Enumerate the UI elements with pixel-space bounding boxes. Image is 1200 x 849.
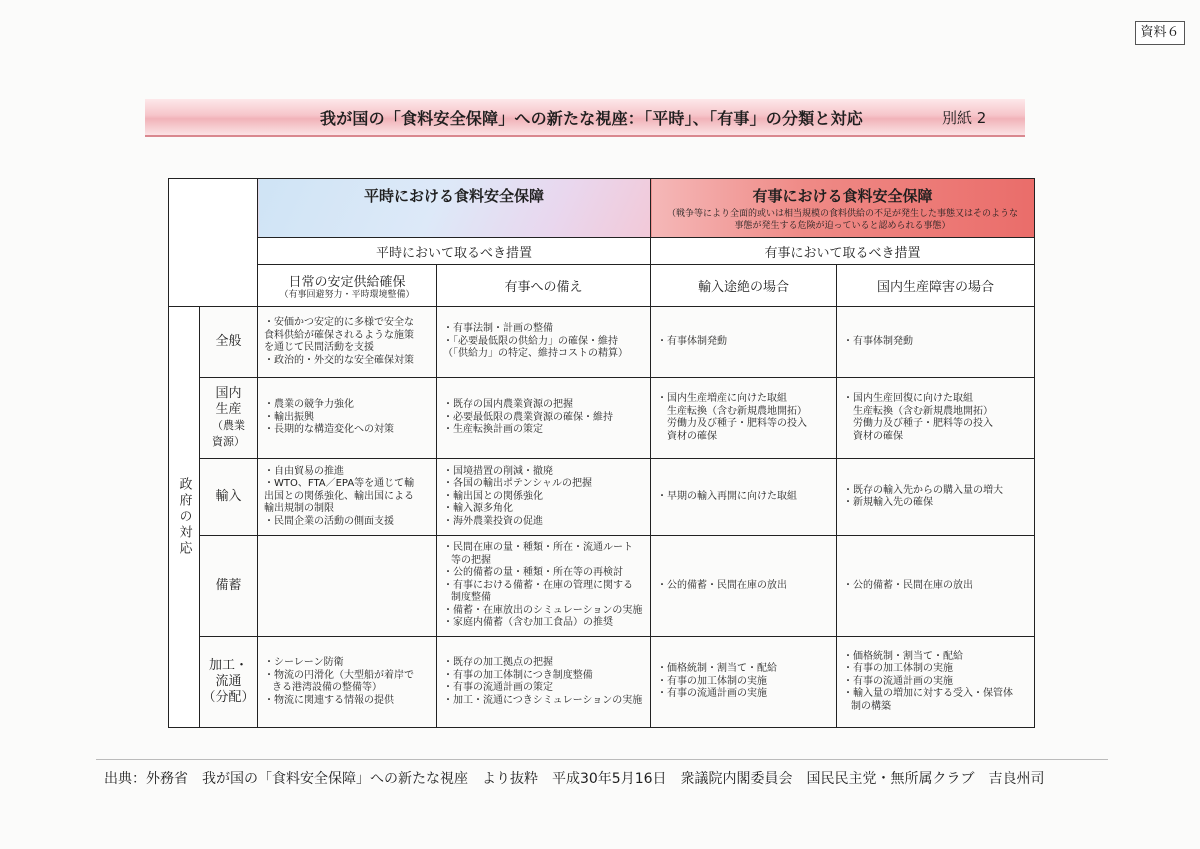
cell-line: ・各国の輸出ポテンシャルの把握 xyxy=(443,478,593,490)
cell-line: ・民間在庫の量・種類・所在・流通ルート xyxy=(443,542,633,554)
row-label-line: 国内 xyxy=(215,386,242,401)
col-header-daily-supply-label: 日常の安定供給確保 xyxy=(288,274,406,290)
cell-line: ・必要最低限の農業資源の確保・維持 xyxy=(443,411,613,423)
cell-line: ・備蓄・在庫放出のシミュレーションの実施 xyxy=(443,604,643,616)
cell-import-domestic xyxy=(837,459,1035,536)
cell-import-daily xyxy=(258,459,437,536)
cell-line: ・国境措置の削減・撤廃 xyxy=(443,465,553,477)
cell-line: ・長期的な構造変化への対策 xyxy=(264,424,394,436)
cell-line: 生産転換（含む新規農地開拓） xyxy=(657,405,808,417)
cell-line: ・有事の流通計画の策定 xyxy=(443,682,553,693)
cell-line: ・価格統制・割当て・配給 xyxy=(657,663,778,675)
cell-stockpile-prep xyxy=(437,536,651,637)
row-label-line: 流通 xyxy=(215,674,242,689)
cell-line: ・有事体制発動 xyxy=(843,335,914,347)
cell-line: ・有事の加工体制につき制度整備 xyxy=(443,669,593,681)
cell-line: ・国内生産増産に向けた取組 xyxy=(657,393,788,404)
cell-stockpile-domestic xyxy=(837,536,1035,637)
emergency-band-title: 有事における食料安全保障 xyxy=(752,187,933,205)
row-label-stockpile xyxy=(200,536,258,637)
col-header-domestic-failure: 国内生産障害の場合 xyxy=(837,265,1035,307)
cell-line: ・輸入源多角化 xyxy=(443,503,513,515)
cell-general-domestic xyxy=(837,307,1035,378)
cell-line: 食料供給が確保されるような施策 xyxy=(264,329,414,341)
cell-line: ・家庭内備蓄（含む加工食品）の推奨 xyxy=(443,617,613,629)
cell-line: ・政治的・外交的な安全確保対策 xyxy=(264,354,414,366)
cell-general-prep xyxy=(437,307,651,378)
document-label: 資料６ xyxy=(1135,21,1185,45)
cell-line: 輸出規制の制限 xyxy=(264,503,334,515)
cell-stockpile-daily xyxy=(258,536,437,637)
row-label-line: 生産 xyxy=(215,402,242,417)
cell-import-import xyxy=(651,459,837,536)
cell-line: ・有事の流通計画の実施 xyxy=(657,688,768,700)
cell-line: ・有事の流通計画の実施 xyxy=(843,675,954,687)
cell-line: ・公的備蓄の量・種類・所在等の再検討 xyxy=(443,567,623,579)
cell-line: ・農業の競争力強化 xyxy=(264,399,354,411)
cell-line: 資材の確保 xyxy=(657,430,718,442)
col-header-import-halt: 輸入途絶の場合 xyxy=(651,265,837,307)
row-label-line: 輸入 xyxy=(215,489,242,504)
cell-line: ・既存の加工拠点の把握 xyxy=(443,657,553,668)
measures-table xyxy=(168,178,1035,728)
cell-processing-domestic xyxy=(837,637,1035,728)
cell-line: ・有事法制・計画の整備 xyxy=(443,323,553,335)
cell-processing-import xyxy=(651,637,837,728)
cell-line: ・有事の加工体制の実施 xyxy=(657,675,768,687)
peace-band xyxy=(258,179,651,238)
col-header-daily-supply xyxy=(258,265,437,307)
row-label-line: （分配） xyxy=(202,690,255,705)
emergency-band-note: （戦争等により全面的或いは相当規模の食料供給の不足が発生した事態又はそのような事態が発生する危険が迫っていると認められる事態） xyxy=(667,209,1019,231)
emergency-band xyxy=(651,179,1035,238)
side-label-cell xyxy=(169,307,200,728)
cell-line: 生産転換（含む新規農地開拓） xyxy=(843,405,994,417)
peace-band-title: 平時における食料安全保障 xyxy=(364,187,545,205)
cell-line: ・「必要最低限の供給力」の確保・維持 xyxy=(443,335,618,347)
cell-line: 労働力及び種子・肥料等の投入 xyxy=(657,418,808,429)
cell-line: ・既存の輸入先からの購入量の増大 xyxy=(843,484,1004,496)
cell-line: ・加工・流通につきシミュレーションの実施 xyxy=(443,694,643,706)
cell-stockpile-import xyxy=(651,536,837,637)
cell-line: ・輸出振興 xyxy=(264,411,314,423)
cell-line: 資材の確保 xyxy=(843,430,904,442)
cell-line: ・国内生産回復に向けた取組 xyxy=(843,393,974,404)
cell-line: ・公的備蓄・民間在庫の放出 xyxy=(843,579,974,591)
emergency-measures-header: 有事において取るべき措置 xyxy=(651,238,1035,265)
cell-line: ・輸入量の増加に対する受入・保管体 xyxy=(843,688,1014,700)
footer-rule xyxy=(96,759,1108,760)
cell-line: ・安価かつ安定的に多様で安全な xyxy=(264,317,414,328)
cell-line: ・生産転換計画の策定 xyxy=(443,424,543,436)
cell-line: 等の把握 xyxy=(451,554,491,566)
cell-line: 制度整備 xyxy=(451,592,491,604)
cell-line: ・自由貿易の推進 xyxy=(264,465,344,477)
cell-line: を通じて民間活動を支援 xyxy=(264,342,374,353)
side-label: 政府の対応 xyxy=(176,477,192,557)
annex-label: 別紙 2 xyxy=(942,109,987,127)
cell-line: ・物流に関連する情報の提供 xyxy=(264,694,394,706)
cell-production-import xyxy=(651,378,837,459)
cell-production-daily xyxy=(258,378,437,459)
row-label-line: 備蓄 xyxy=(215,578,242,593)
row-label-processing-distribution xyxy=(200,637,258,728)
cell-line: ・民間企業の活動の側面支援 xyxy=(264,515,394,527)
cell-line: きる港湾設備の整備等） xyxy=(272,682,382,693)
peace-measures-header: 平時において取るべき措置 xyxy=(258,238,651,265)
cell-import-prep xyxy=(437,459,651,536)
cell-line: （「供給力」の特定、維持コストの精算） xyxy=(443,348,628,360)
row-label-general xyxy=(200,307,258,378)
cell-line: ・早期の輸入再開に向けた取組 xyxy=(657,490,798,502)
cell-line: ・公的備蓄・民間在庫の放出 xyxy=(657,579,788,591)
cell-line: ・新規輸入先の確保 xyxy=(843,497,934,508)
cell-line: 制の構築 xyxy=(851,700,892,712)
col-header-daily-supply-sub: （有事回避努力・平時環境整備） xyxy=(279,289,415,300)
cell-line: ・有事体制発動 xyxy=(657,335,728,347)
row-label-import xyxy=(200,459,258,536)
cell-general-daily xyxy=(258,307,437,378)
cell-production-prep xyxy=(437,378,651,459)
corner-cell xyxy=(169,179,258,307)
cell-general-import xyxy=(651,307,837,378)
cell-line: ・有事の加工体制の実施 xyxy=(843,663,954,675)
row-label-line: 資源） xyxy=(212,435,245,448)
col-header-preparation: 有事への備え xyxy=(437,265,651,307)
cell-line: ・物流の円滑化（大型船が着岸で xyxy=(264,669,414,681)
row-label-domestic-production xyxy=(200,378,258,459)
row-label-line: 加工・ xyxy=(208,658,248,673)
cell-line: ・有事における備蓄・在庫の管理に関する xyxy=(443,579,633,591)
source-footer: 出典：外務省 我が国の「食料安全保障」への新たな視座 より抜粋 平成30年5月16日 衆議院内閣委員会 国民民主党・無所属クラブ 吉良州司 xyxy=(104,771,1045,787)
cell-processing-prep xyxy=(437,637,651,728)
cell-line: ・輸出国との関係強化 xyxy=(443,490,543,502)
cell-processing-daily xyxy=(258,637,437,728)
cell-line: ・海外農業投資の促進 xyxy=(443,515,543,527)
cell-production-domestic xyxy=(837,378,1035,459)
cell-line: 出国との関係強化、輸出国による xyxy=(264,490,414,502)
cell-line: ・WTO、FTA／EPA等を通じて輸 xyxy=(264,478,415,490)
cell-line: 労働力及び種子・肥料等の投入 xyxy=(843,418,994,429)
page-title: 我が国の「食料安全保障」への新たな視座：「平時」、「有事」の分類と対応 xyxy=(320,109,864,128)
row-label-line: 全般 xyxy=(215,334,242,349)
row-label-line: （農業 xyxy=(212,419,245,432)
cell-line: ・シーレーン防衛 xyxy=(264,657,344,668)
cell-line: ・価格統制・割当て・配給 xyxy=(843,650,964,662)
cell-line: ・既存の国内農業資源の把握 xyxy=(443,399,573,411)
